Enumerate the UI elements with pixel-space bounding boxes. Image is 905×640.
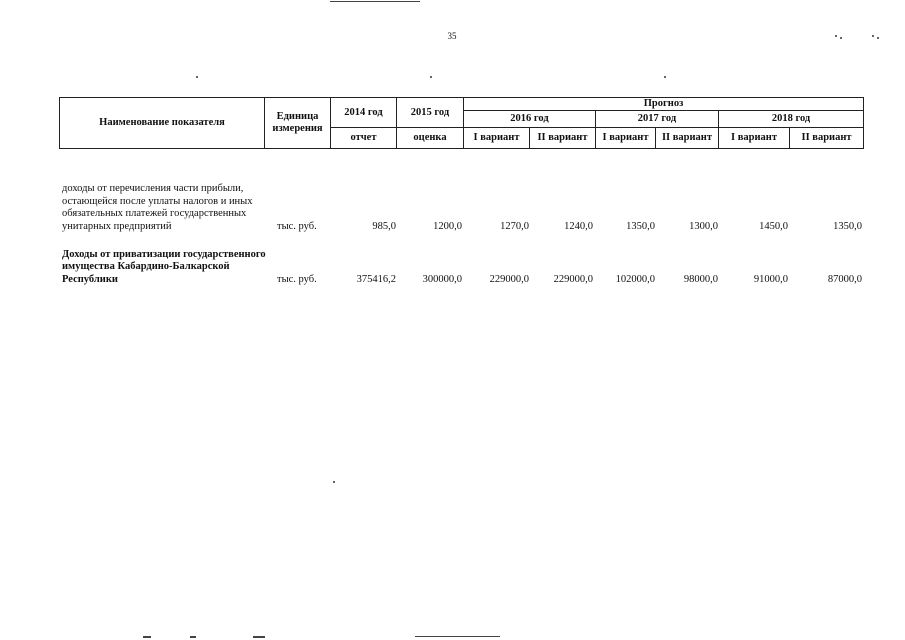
header-2016-variant-1: I вариант xyxy=(464,128,530,149)
header-2016-variant-2: II вариант xyxy=(530,128,596,149)
scan-mark-bottom xyxy=(143,636,151,638)
value-2018-variant-1: 91000,0 xyxy=(753,273,788,285)
header-2018-variant-1: I вариант xyxy=(719,128,790,149)
header-2015-estimate: оценка xyxy=(397,128,464,149)
value-2016-variant-2: 229000,0 xyxy=(553,273,593,285)
header-2014-report: отчет xyxy=(331,128,397,149)
header-year-2016: 2016 год xyxy=(464,111,596,128)
header-2018-variant-2: II вариант xyxy=(790,128,864,149)
value-2018-variant-1: 1450,0 xyxy=(759,220,788,232)
page-number: 35 xyxy=(447,31,457,41)
scan-speck xyxy=(840,37,842,39)
value-2014: 985,0 xyxy=(372,220,396,232)
value-2017-variant-2: 98000,0 xyxy=(683,273,718,285)
row-indicator-name: Доходы от приватизации государственного имущества Кабардино-Балкарской Республики xyxy=(62,248,266,285)
table-header xyxy=(59,97,864,149)
scan-mark-bottom xyxy=(415,636,500,637)
scan-mark-top xyxy=(330,1,420,2)
header-year-2018: 2018 год xyxy=(719,111,864,128)
header-indicator-name: Наименование показателя xyxy=(60,98,265,149)
header-unit: Единица измерения xyxy=(265,98,331,149)
scan-speck xyxy=(835,35,837,37)
header-2017-variant-2: II вариант xyxy=(656,128,719,149)
header-year-2014: 2014 год xyxy=(331,98,397,128)
value-2015: 1200,0 xyxy=(433,220,462,232)
value-2015: 300000,0 xyxy=(422,273,462,285)
value-2016-variant-1: 1270,0 xyxy=(500,220,529,232)
row-indicator-name: доходы от перечисления части прибыли, остающейся после уплаты налогов и иных обязательных платежей государственных унитарных предприятий xyxy=(62,183,253,232)
scan-speck xyxy=(664,76,666,78)
header-year-2015: 2015 год xyxy=(397,98,464,128)
scan-mark-bottom xyxy=(253,636,265,638)
value-2017-variant-1: 102000,0 xyxy=(615,273,655,285)
value-2016-variant-1: 229000,0 xyxy=(489,273,529,285)
scan-speck xyxy=(430,76,432,78)
scan-speck xyxy=(872,35,874,37)
scan-mark-bottom xyxy=(190,636,196,638)
value-2014: 375416,2 xyxy=(356,273,396,285)
scan-speck xyxy=(877,37,879,39)
value-2017-variant-2: 1300,0 xyxy=(689,220,718,232)
value-2016-variant-2: 1240,0 xyxy=(564,220,593,232)
header-2017-variant-1: I вариант xyxy=(596,128,656,149)
value-2018-variant-2: 1350,0 xyxy=(833,220,862,232)
row-unit: тыс. руб. xyxy=(277,220,317,232)
table-row xyxy=(59,243,863,286)
value-2018-variant-2: 87000,0 xyxy=(827,273,862,285)
scan-speck xyxy=(333,481,335,483)
row-unit: тыс. руб. xyxy=(277,273,317,285)
value-2017-variant-1: 1350,0 xyxy=(626,220,655,232)
header-year-2017: 2017 год xyxy=(596,111,719,128)
header-forecast: Прогноз xyxy=(464,98,864,111)
table-row xyxy=(59,163,863,233)
scan-speck xyxy=(196,76,198,78)
